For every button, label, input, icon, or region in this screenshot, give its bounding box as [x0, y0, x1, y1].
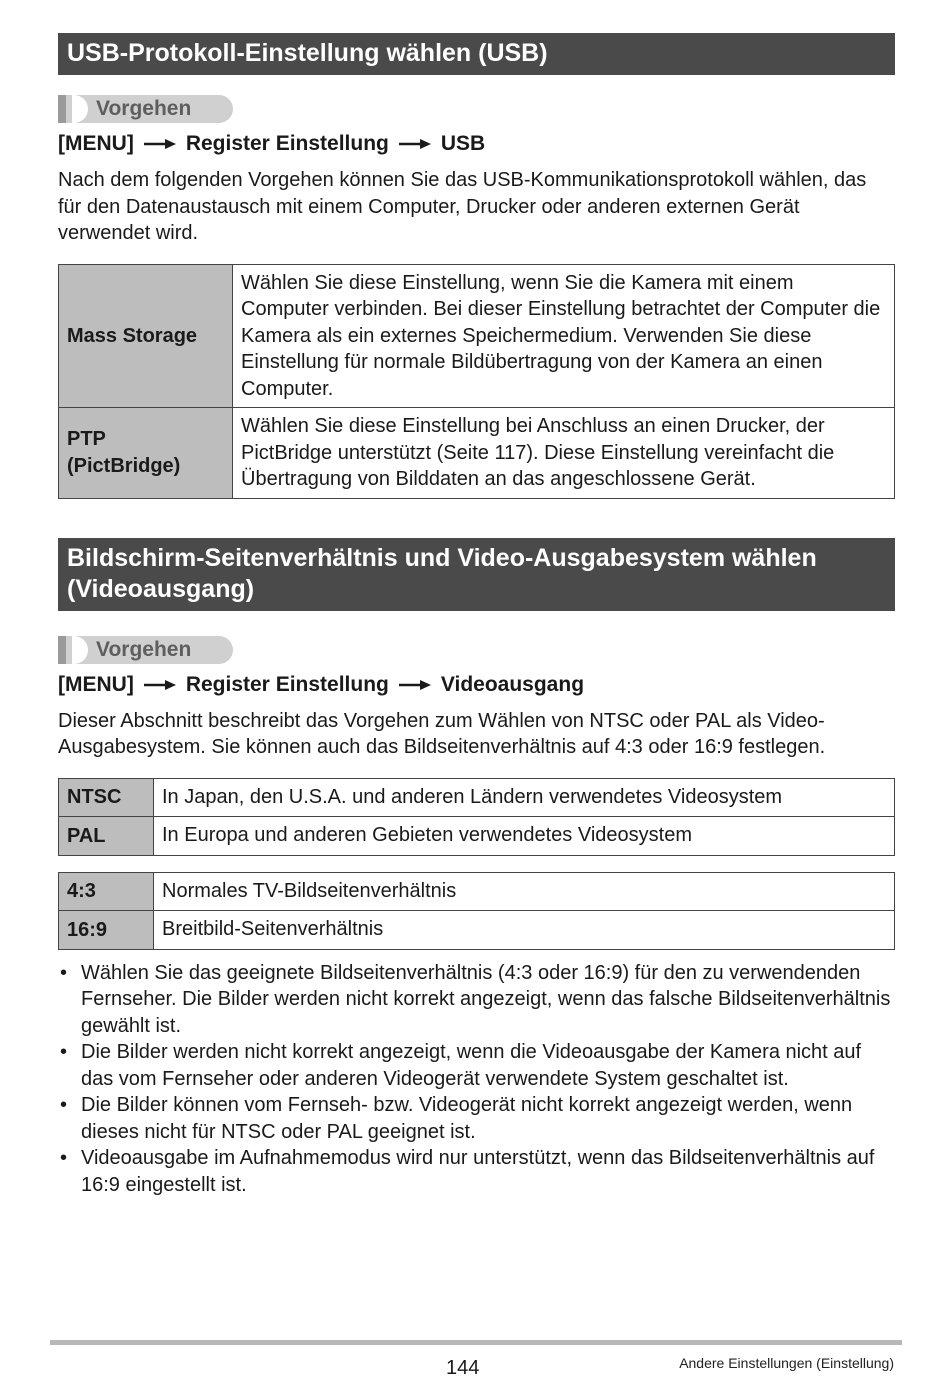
table-row	[59, 264, 895, 408]
bullet: •	[60, 1094, 68, 1116]
bullet: •	[60, 961, 68, 984]
option-key: NTSC	[59, 778, 154, 817]
option-key: Mass Storage	[59, 264, 233, 408]
table-row	[59, 872, 895, 911]
intro-text-video: Dieser Abschnitt beschreibt das Vorgehen zum Wählen von NTSC oder PAL als Video-Ausgabesystem. Sie können auch das Bildseitenverhältnis auf 4:3 oder 16:9 festlegen.	[58, 709, 826, 758]
arrow-right-icon	[398, 679, 432, 691]
procedure-label: Vorgehen	[58, 636, 233, 664]
path-step: [MENU]	[58, 672, 134, 696]
option-description: Wählen Sie diese Einstellung bei Anschluss an einen Drucker, der PictBridge unterstützt (Seite 117). Diese Einstellung vereinfacht die Übertragung von Bilddaten an das angeschlossene Gerät.	[233, 408, 895, 499]
arrow-right-icon	[143, 679, 177, 691]
path-step: [MENU]	[58, 132, 134, 155]
option-description: Wählen Sie diese Einstellung, wenn Sie die Kamera mit einem Computer verbinden. Bei dieser Einstellung betrachtet der Computer die Kamera als ein externes Speichermedium. Verwenden Sie diese Einstellung für normale Bildübertragung von der Kamera an einen Computer.	[233, 264, 895, 408]
path-step: Videoausgang	[440, 672, 585, 696]
footer-divider	[50, 1340, 902, 1345]
option-description: In Europa und anderen Gebieten verwendetes Videosystem	[154, 817, 895, 856]
list-item: • Videoausgabe im Aufnahmemodus wird nur unterstützt, wenn das Bildseitenverhältnis auf 16:9 eingestellt ist.	[60, 1147, 875, 1196]
bullet: •	[60, 1147, 68, 1169]
menu-path-video	[58, 672, 895, 698]
arrow-right-icon	[398, 138, 432, 150]
video-system-table	[58, 778, 895, 856]
procedure-badge-video	[58, 636, 895, 664]
option-key: 4:3	[59, 872, 154, 911]
option-description: Normales TV-Bildseitenverhältnis	[154, 872, 895, 911]
procedure-label: Vorgehen	[58, 95, 233, 123]
usb-options-table	[58, 264, 895, 499]
footer-chapter: Andere Einstellungen (Einstellung)	[679, 1355, 894, 1371]
menu-path-usb	[58, 131, 895, 157]
table-row	[59, 408, 895, 499]
path-step: Register Einstellung	[185, 132, 389, 155]
option-key: PAL	[59, 817, 154, 856]
table-row	[59, 911, 895, 950]
path-step: USB	[440, 132, 486, 155]
notes-list	[58, 960, 895, 1199]
page-content	[58, 33, 895, 1198]
option-description: Breitbild-Seitenverhältnis	[154, 911, 895, 950]
page-number: 144	[446, 1357, 480, 1379]
table-row	[59, 778, 895, 817]
section-title-usb: USB-Protokoll-Einstellung wählen (USB)	[58, 33, 895, 75]
procedure-badge-usb	[58, 95, 895, 123]
table-row	[59, 817, 895, 856]
list-item: • Wählen Sie das geeignete Bildseitenverhältnis (4:3 oder 16:9) für den zu verwendenden Fernseher. Die Bilder werden nicht korrekt angezeigt, wenn das falsche Bildseitenverhältnis gewählt ist.	[60, 961, 891, 1037]
path-step: Register Einstellung	[185, 672, 389, 696]
option-key: PTP (PictBridge)	[59, 408, 233, 499]
list-item: • Die Bilder werden nicht korrekt angezeigt, wenn die Videoausgabe der Kamera nicht auf das vom Fernseher oder anderen Videogerät verwendete System geschaltet ist.	[60, 1041, 862, 1090]
section-title-video: Bildschirm-Seitenverhältnis und Video-Ausgabesystem wählen (Videoausgang)	[58, 538, 895, 611]
bullet: •	[60, 1041, 68, 1063]
option-key: 16:9	[59, 911, 154, 950]
list-item: • Die Bilder können vom Fernseh- bzw. Videogerät nicht korrekt angezeigt werden, wenn dieses nicht für NTSC oder PAL geeignet ist.	[60, 1094, 853, 1143]
option-description: In Japan, den U.S.A. und anderen Ländern verwendetes Videosystem	[154, 778, 895, 817]
arrow-right-icon	[143, 138, 177, 150]
intro-text-usb: Nach dem folgenden Vorgehen können Sie das USB-Kommunikationsprotokoll wählen, das für den Datenaustausch mit einem Computer, Drucker oder anderen externen Gerät verwendet wird.	[58, 169, 867, 244]
aspect-ratio-table	[58, 872, 895, 950]
